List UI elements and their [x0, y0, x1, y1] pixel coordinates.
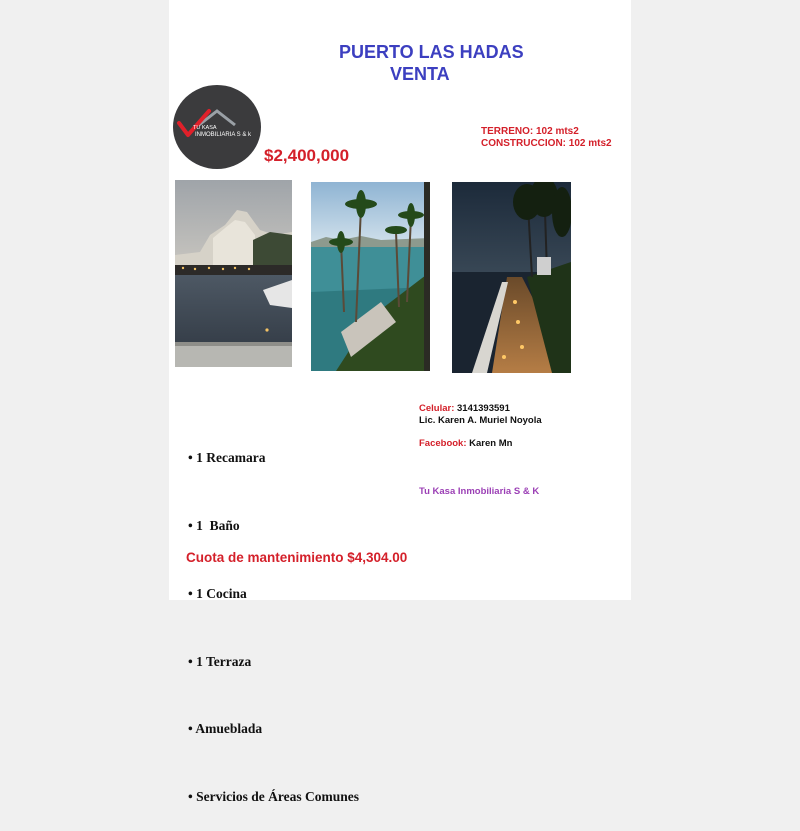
- logo-text-line2: INMOBILIARIA S & k: [195, 132, 252, 138]
- spec-terreno: TERRENO: 102 mts2: [481, 126, 579, 137]
- photo-palms-sea: [311, 182, 430, 371]
- agency-logo: [173, 85, 261, 169]
- spec-construccion: CONSTRUCCION: 102 mts2: [481, 138, 612, 149]
- house-check-icon: [173, 85, 261, 169]
- photo-marina-dusk: [175, 180, 292, 367]
- feature-furnished: • Amueblada: [188, 721, 263, 737]
- contact-phone: [419, 403, 510, 415]
- contact-facebook: [419, 438, 512, 450]
- feature-terrace: • 1 Terraza: [188, 653, 252, 669]
- feature-common-areas: • Servicios de Áreas Comunes: [188, 789, 359, 805]
- phone-label: Celular:: [419, 403, 455, 414]
- title-line2: VENTA: [390, 64, 450, 84]
- feature-bedrooms: • 1 Recamara: [188, 450, 266, 466]
- title-line1: PUERTO LAS HADAS: [339, 42, 524, 62]
- logo-text-line1: TU KASA: [193, 125, 217, 131]
- facebook-value: Karen Mn: [469, 438, 513, 449]
- maintenance-fee: Cuota de mantenimiento $4,304.00: [186, 550, 408, 565]
- facebook-label: Facebook:: [419, 438, 467, 449]
- photo-boardwalk-night: [452, 182, 571, 373]
- phone-value: 3141393591: [457, 403, 510, 414]
- price: $2,400,000: [264, 146, 350, 165]
- feature-kitchen: • 1 Cocina: [188, 585, 247, 601]
- feature-bathrooms: • 1 Baño: [188, 517, 240, 533]
- agency-name: Tu Kasa Inmobiliaria S & K: [419, 486, 540, 497]
- features-list: [188, 402, 359, 831]
- contact-name: Lic. Karen A. Muriel Noyola: [419, 415, 542, 426]
